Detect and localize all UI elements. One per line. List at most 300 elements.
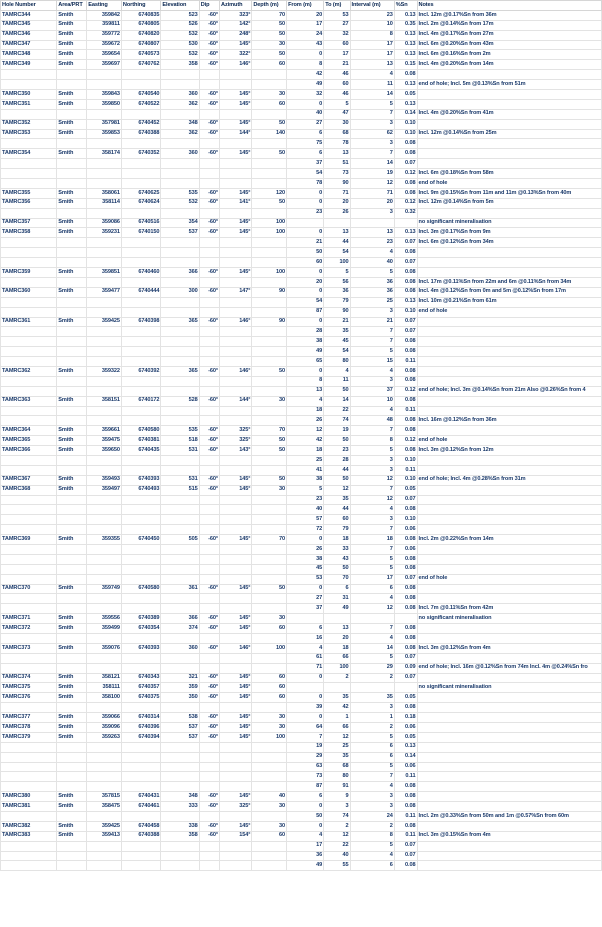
to-cell: 13 [324,624,350,634]
elevation-cell [161,544,199,554]
easting-cell [87,80,122,90]
dip-cell [199,347,219,357]
col-notes: Notes [417,1,601,11]
to-cell: 35 [324,495,350,505]
hole-number-cell [1,574,57,584]
dip-cell: -60° [199,792,219,802]
to-cell: 70 [324,574,350,584]
to-cell: 18 [324,643,350,653]
area-cell [57,455,87,465]
table-row [1,455,602,465]
azimuth-cell: 145° [220,584,252,594]
easting-cell: 359853 [87,129,122,139]
dip-cell [199,564,219,574]
interval-cell: 5 [350,732,394,742]
table-row [1,485,602,495]
to-cell: 13 [324,228,350,238]
northing-cell [121,564,161,574]
interval-cell: 7 [350,426,394,436]
azimuth-cell [220,515,252,525]
area-cell [57,505,87,515]
depth-cell [252,169,287,179]
easting-cell: 359672 [87,40,122,50]
depth-cell [252,307,287,317]
hole-number-cell [1,297,57,307]
interval-cell: 8 [350,436,394,446]
elevation-cell [161,663,199,673]
table-row [1,465,602,475]
area-cell: Smith [57,485,87,495]
table-row [1,564,602,574]
depth-cell: 90 [252,317,287,327]
interval-cell: 21 [350,317,394,327]
table-row [1,119,602,129]
hole-number-cell: TAMRC381 [1,802,57,812]
azimuth-cell: 145° [220,188,252,198]
depth-cell [252,337,287,347]
easting-cell: 357815 [87,792,122,802]
to-cell: 91 [324,782,350,792]
northing-cell [121,139,161,149]
area-cell: Smith [57,802,87,812]
elevation-cell: 535 [161,188,199,198]
area-cell: Smith [57,643,87,653]
azimuth-cell: 145° [220,693,252,703]
northing-cell: 6740493 [121,485,161,495]
azimuth-cell: 145° [220,624,252,634]
col-area: Area/PRT [57,1,87,11]
from-cell: 0 [287,584,324,594]
dip-cell [199,752,219,762]
azimuth-cell: 323° [220,10,252,20]
table-row [1,742,602,752]
northing-cell [121,544,161,554]
hole-number-cell [1,376,57,386]
table-row [1,129,602,139]
area-cell [57,782,87,792]
to-cell: 90 [324,307,350,317]
hole-number-cell [1,515,57,525]
elevation-cell [161,70,199,80]
azimuth-cell: 145° [220,723,252,733]
easting-cell: 357981 [87,119,122,129]
dip-cell [199,208,219,218]
elevation-cell [161,861,199,871]
area-cell [57,515,87,525]
grade-cell: 0.06 [394,723,417,733]
dip-cell [199,653,219,663]
area-cell [57,544,87,554]
azimuth-cell [220,782,252,792]
notes-cell [417,258,601,268]
hole-number-cell: TAMRC382 [1,821,57,831]
area-cell: Smith [57,218,87,228]
hole-number-cell [1,861,57,871]
table-row [1,317,602,327]
northing-cell [121,841,161,851]
elevation-cell [161,851,199,861]
area-cell [57,634,87,644]
depth-cell: 30 [252,802,287,812]
elevation-cell [161,525,199,535]
interval-cell: 7 [350,772,394,782]
area-cell [57,406,87,416]
hole-number-cell: TAMRC369 [1,535,57,545]
depth-cell: 30 [252,90,287,100]
from-cell: 4 [287,831,324,841]
azimuth-cell [220,416,252,426]
grade-cell: 0.05 [394,90,417,100]
hole-number-cell [1,109,57,119]
easting-cell: 359851 [87,268,122,278]
dip-cell [199,574,219,584]
easting-cell: 358111 [87,683,122,693]
hole-number-cell [1,357,57,367]
elevation-cell [161,337,199,347]
area-cell: Smith [57,50,87,60]
grade-cell: 0.08 [394,347,417,357]
hole-number-cell: TAMRC354 [1,149,57,159]
interval-cell: 13 [350,228,394,238]
dip-cell: -60° [199,228,219,238]
azimuth-cell [220,505,252,515]
dip-cell [199,238,219,248]
interval-cell: 5 [350,762,394,772]
to-cell: 31 [324,594,350,604]
area-cell: Smith [57,20,87,30]
hole-number-cell [1,277,57,287]
elevation-cell: 348 [161,119,199,129]
depth-cell: 60 [252,624,287,634]
interval-cell: 5 [350,841,394,851]
col-to: To (m) [324,1,350,11]
elevation-cell [161,327,199,337]
hole-number-cell: TAMRC356 [1,198,57,208]
area-cell [57,703,87,713]
from-cell: 27 [287,119,324,129]
to-cell: 22 [324,841,350,851]
area-cell [57,742,87,752]
elevation-cell [161,109,199,119]
azimuth-cell: 154° [220,831,252,841]
elevation-cell: 366 [161,614,199,624]
table-row [1,535,602,545]
hole-number-cell: TAMRC348 [1,50,57,60]
hole-number-cell: TAMRC355 [1,188,57,198]
easting-cell: 358151 [87,396,122,406]
dip-cell: -60° [199,119,219,129]
interval-cell: 40 [350,258,394,268]
from-cell: 0 [287,99,324,109]
notes-cell: Incl. 4m @0.20%Sn from 41m [417,109,601,119]
from-cell: 27 [287,594,324,604]
area-cell [57,179,87,189]
easting-cell: 359477 [87,287,122,297]
dip-cell [199,337,219,347]
table-row [1,40,602,50]
elevation-cell [161,238,199,248]
interval-cell [350,614,394,624]
from-cell: 57 [287,515,324,525]
area-cell: Smith [57,693,87,703]
depth-cell: 60 [252,99,287,109]
azimuth-cell: 145° [220,614,252,624]
dip-cell: -60° [199,287,219,297]
grade-cell: 0.08 [394,416,417,426]
notes-cell: Incl. 9m @0.15%Sn from 11m and 11m @0.13%Sn from 40m [417,188,601,198]
table-row [1,821,602,831]
northing-cell: 6740450 [121,535,161,545]
notes-cell [417,802,601,812]
area-cell [57,109,87,119]
to-cell: 30 [324,119,350,129]
table-row [1,515,602,525]
azimuth-cell [220,80,252,90]
northing-cell [121,376,161,386]
northing-cell [121,742,161,752]
depth-cell [252,248,287,258]
to-cell: 50 [324,436,350,446]
elevation-cell [161,307,199,317]
hole-number-cell [1,258,57,268]
elevation-cell [161,594,199,604]
table-row [1,297,602,307]
northing-cell [121,357,161,367]
col-from: From (m) [287,1,324,11]
azimuth-cell: 142° [220,20,252,30]
depth-cell: 60 [252,673,287,683]
easting-cell: 359322 [87,366,122,376]
dip-cell [199,357,219,367]
northing-cell: 6740461 [121,802,161,812]
table-row [1,861,602,871]
interval-cell: 12 [350,495,394,505]
from-cell: 42 [287,436,324,446]
notes-cell [417,634,601,644]
notes-cell [417,564,601,574]
area-cell [57,169,87,179]
azimuth-cell [220,851,252,861]
from-cell: 23 [287,208,324,218]
azimuth-cell [220,634,252,644]
notes-cell: no significant mineralisation [417,683,601,693]
easting-cell: 359493 [87,475,122,485]
table-row [1,475,602,485]
hole-number-cell: TAMRC383 [1,831,57,841]
azimuth-cell: 325° [220,436,252,446]
table-row [1,772,602,782]
dip-cell [199,376,219,386]
depth-cell [252,386,287,396]
interval-cell: 37 [350,386,394,396]
dip-cell: -60° [199,475,219,485]
area-cell: Smith [57,317,87,327]
notes-cell: end of hole [417,574,601,584]
elevation-cell [161,455,199,465]
area-cell [57,841,87,851]
from-cell: 61 [287,653,324,663]
grade-cell: 0.08 [394,643,417,653]
interval-cell: 15 [350,357,394,367]
table-row [1,228,602,238]
northing-cell [121,208,161,218]
area-cell: Smith [57,30,87,40]
from-cell [287,218,324,228]
notes-cell: end of hole; Incl. 4m @0.28%Sn from 31m [417,475,601,485]
grade-cell: 0.11 [394,772,417,782]
azimuth-cell: 144° [220,396,252,406]
northing-cell: 6740393 [121,643,161,653]
elevation-cell: 360 [161,149,199,159]
from-cell: 40 [287,505,324,515]
elevation-cell [161,762,199,772]
notes-cell: Incl. 4m @0.20%Sn from 14m [417,60,601,70]
notes-cell [417,544,601,554]
to-cell: 54 [324,347,350,357]
grade-cell: 0.11 [394,812,417,822]
elevation-cell [161,564,199,574]
area-cell: Smith [57,831,87,841]
northing-cell [121,337,161,347]
depth-cell: 30 [252,396,287,406]
dip-cell: -60° [199,396,219,406]
hole-number-cell: TAMRC376 [1,693,57,703]
hole-number-cell [1,782,57,792]
table-body [1,10,602,870]
to-cell: 36 [324,287,350,297]
depth-cell: 50 [252,50,287,60]
notes-cell [417,347,601,357]
azimuth-cell: 147° [220,287,252,297]
from-cell: 24 [287,30,324,40]
easting-cell: 359850 [87,99,122,109]
depth-cell [252,762,287,772]
area-cell: Smith [57,40,87,50]
area-cell: Smith [57,821,87,831]
dip-cell: -60° [199,317,219,327]
elevation-cell [161,159,199,169]
notes-cell [417,505,601,515]
dip-cell [199,812,219,822]
table-row [1,614,602,624]
easting-cell: 359425 [87,317,122,327]
dip-cell [199,772,219,782]
northing-cell: 6740381 [121,436,161,446]
interval-cell: 3 [350,455,394,465]
elevation-cell [161,357,199,367]
notes-cell: end of hole; Incl. 5m @0.13%Sn from 51m [417,80,601,90]
elevation-cell [161,179,199,189]
from-cell: 29 [287,752,324,762]
grade-cell: 0.07 [394,258,417,268]
table-row [1,169,602,179]
easting-cell: 359650 [87,446,122,456]
northing-cell [121,238,161,248]
table-row [1,277,602,287]
northing-cell: 6740807 [121,40,161,50]
hole-number-cell [1,159,57,169]
notes-cell: Incl. 12m @0.14%Sn from 5m [417,198,601,208]
table-row [1,396,602,406]
from-cell: 38 [287,337,324,347]
hole-number-cell [1,554,57,564]
grade-cell: 0.13 [394,228,417,238]
dip-cell: -60° [199,624,219,634]
dip-cell [199,515,219,525]
azimuth-cell [220,307,252,317]
from-cell [287,614,324,624]
grade-cell: 0.05 [394,693,417,703]
elevation-cell [161,505,199,515]
northing-cell: 6740820 [121,30,161,40]
hole-number-cell [1,80,57,90]
to-cell: 6 [324,584,350,594]
dip-cell: -60° [199,446,219,456]
area-cell [57,525,87,535]
interval-cell: 3 [350,703,394,713]
azimuth-cell: 145° [220,535,252,545]
elevation-cell [161,416,199,426]
northing-cell: 6740388 [121,831,161,841]
interval-cell: 6 [350,861,394,871]
area-cell [57,208,87,218]
depth-cell [252,277,287,287]
elevation-cell: 530 [161,40,199,50]
table-row [1,851,602,861]
to-cell: 100 [324,258,350,268]
northing-cell: 6740444 [121,287,161,297]
table-row [1,693,602,703]
hole-number-cell: TAMRC370 [1,584,57,594]
azimuth-cell [220,812,252,822]
northing-cell: 6740458 [121,821,161,831]
easting-cell: 359413 [87,831,122,841]
area-cell [57,277,87,287]
azimuth-cell: 248° [220,30,252,40]
from-cell: 8 [287,376,324,386]
notes-cell [417,772,601,782]
from-cell: 41 [287,465,324,475]
interval-cell: 4 [350,594,394,604]
azimuth-cell [220,297,252,307]
azimuth-cell [220,861,252,871]
grade-cell: 0.08 [394,634,417,644]
interval-cell: 6 [350,742,394,752]
table-row [1,50,602,60]
azimuth-cell: 146° [220,317,252,327]
notes-cell [417,851,601,861]
hole-number-cell: TAMRC377 [1,713,57,723]
grade-cell: 0.12 [394,169,417,179]
depth-cell: 100 [252,218,287,228]
interval-cell: 10 [350,20,394,30]
azimuth-cell [220,238,252,248]
dip-cell: -60° [199,149,219,159]
easting-cell [87,416,122,426]
hole-number-cell: TAMRC374 [1,673,57,683]
easting-cell [87,357,122,367]
area-cell: Smith [57,149,87,159]
to-cell: 4 [324,366,350,376]
azimuth-cell: 145° [220,821,252,831]
interval-cell: 12 [350,604,394,614]
grade-cell: 0.10 [394,515,417,525]
from-cell: 0 [287,673,324,683]
to-cell: 80 [324,772,350,782]
interval-cell: 3 [350,465,394,475]
from-cell: 5 [287,485,324,495]
hole-number-cell: TAMRC368 [1,485,57,495]
